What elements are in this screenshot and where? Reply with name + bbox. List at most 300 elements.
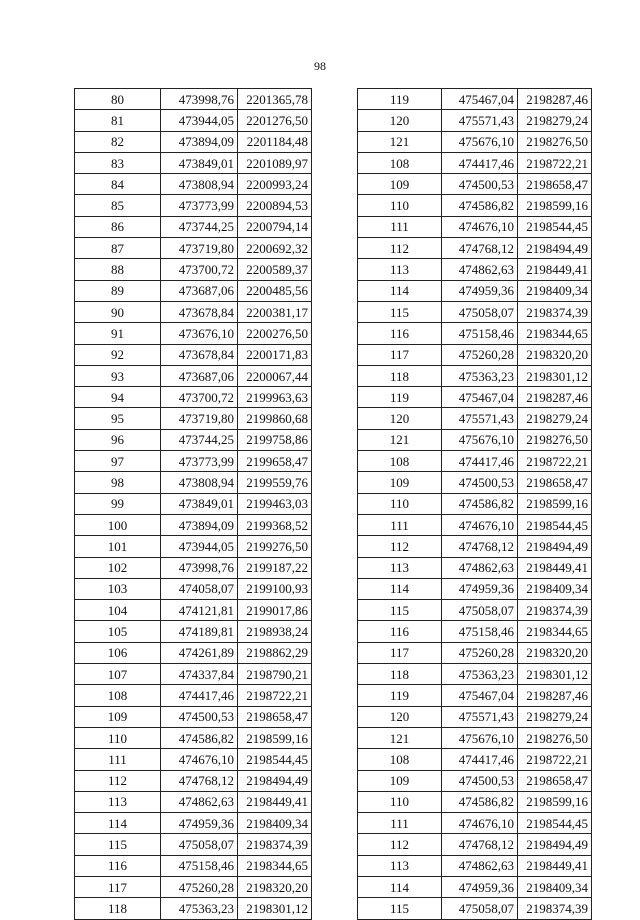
page-number: 98: [314, 59, 326, 73]
table-row: [75, 557, 312, 578]
point-number-cell: 85: [75, 195, 161, 216]
y-coordinate-cell: 2198658,47: [518, 770, 592, 791]
x-coordinate-cell: 474189,81: [161, 621, 238, 642]
x-coordinate-cell: 474337,84: [161, 664, 238, 685]
point-number-cell: 94: [75, 387, 161, 408]
y-coordinate-cell: 2198790,21: [238, 664, 312, 685]
y-coordinate-cell: 2198722,21: [238, 685, 312, 706]
table-row: [358, 259, 592, 280]
table-row: [75, 791, 312, 812]
x-coordinate-cell: 475058,07: [442, 898, 518, 919]
table-row: [75, 216, 312, 237]
point-number-cell: 104: [75, 600, 161, 621]
x-coordinate-cell: 475676,10: [442, 429, 518, 450]
y-coordinate-cell: 2198301,12: [518, 365, 592, 386]
x-coordinate-cell: 473894,09: [161, 131, 238, 152]
point-number-cell: 118: [358, 664, 442, 685]
x-coordinate-cell: 474676,10: [442, 216, 518, 237]
x-coordinate-cell: 473998,76: [161, 89, 238, 110]
y-coordinate-cell: 2198862,29: [238, 642, 312, 663]
table-row: [358, 323, 592, 344]
table-row: [75, 855, 312, 876]
y-coordinate-cell: 2198494,49: [518, 238, 592, 259]
table-row: [358, 429, 592, 450]
x-coordinate-cell: 475571,43: [442, 706, 518, 727]
point-number-cell: 111: [358, 216, 442, 237]
table-row: [75, 344, 312, 365]
x-coordinate-cell: 474676,10: [442, 514, 518, 535]
point-number-cell: 113: [358, 259, 442, 280]
table-row: [75, 429, 312, 450]
table-row: [75, 621, 312, 642]
y-coordinate-cell: 2200067,44: [238, 365, 312, 386]
x-coordinate-cell: 474500,53: [442, 770, 518, 791]
table-row: [358, 770, 592, 791]
point-number-cell: 113: [358, 557, 442, 578]
y-coordinate-cell: 2199463,03: [238, 493, 312, 514]
coordinates-table-right-body: [358, 89, 592, 920]
point-number-cell: 115: [358, 301, 442, 322]
x-coordinate-cell: 474500,53: [161, 706, 238, 727]
x-coordinate-cell: 474862,63: [442, 259, 518, 280]
x-coordinate-cell: 475467,04: [442, 387, 518, 408]
table-row: [358, 642, 592, 663]
x-coordinate-cell: 474768,12: [161, 770, 238, 791]
y-coordinate-cell: 2198279,24: [518, 408, 592, 429]
y-coordinate-cell: 2198938,24: [238, 621, 312, 642]
y-coordinate-cell: 2198658,47: [238, 706, 312, 727]
point-number-cell: 120: [358, 408, 442, 429]
table-row: [75, 514, 312, 535]
point-number-cell: 96: [75, 429, 161, 450]
table-row: [75, 408, 312, 429]
y-coordinate-cell: 2198287,46: [518, 685, 592, 706]
x-coordinate-cell: 473719,80: [161, 238, 238, 259]
table-row: [75, 642, 312, 663]
point-number-cell: 112: [358, 536, 442, 557]
x-coordinate-cell: 475467,04: [442, 685, 518, 706]
table-row: [75, 323, 312, 344]
table-row: [358, 131, 592, 152]
table-row: [358, 834, 592, 855]
y-coordinate-cell: 2198409,34: [238, 813, 312, 834]
point-number-cell: 81: [75, 110, 161, 131]
x-coordinate-cell: 473944,05: [161, 536, 238, 557]
x-coordinate-cell: 475158,46: [161, 855, 238, 876]
y-coordinate-cell: 2198287,46: [518, 387, 592, 408]
y-coordinate-cell: 2201184,48: [238, 131, 312, 152]
x-coordinate-cell: 474768,12: [442, 834, 518, 855]
point-number-cell: 116: [358, 621, 442, 642]
x-coordinate-cell: 475363,23: [442, 365, 518, 386]
y-coordinate-cell: 2198320,20: [238, 876, 312, 897]
point-number-cell: 116: [75, 855, 161, 876]
y-coordinate-cell: 2198544,45: [518, 216, 592, 237]
point-number-cell: 82: [75, 131, 161, 152]
point-number-cell: 115: [75, 834, 161, 855]
y-coordinate-cell: 2199276,50: [238, 536, 312, 557]
x-coordinate-cell: 473773,99: [161, 451, 238, 472]
point-number-cell: 121: [358, 727, 442, 748]
point-number-cell: 110: [358, 195, 442, 216]
point-number-cell: 120: [358, 706, 442, 727]
point-number-cell: 113: [75, 791, 161, 812]
x-coordinate-cell: 475158,46: [442, 621, 518, 642]
point-number-cell: 118: [358, 365, 442, 386]
x-coordinate-cell: 475571,43: [442, 110, 518, 131]
y-coordinate-cell: 2198374,39: [518, 600, 592, 621]
table-row: [75, 451, 312, 472]
x-coordinate-cell: 473687,06: [161, 280, 238, 301]
point-number-cell: 84: [75, 174, 161, 195]
x-coordinate-cell: 475571,43: [442, 408, 518, 429]
table-row: [75, 685, 312, 706]
table-row: [75, 706, 312, 727]
x-coordinate-cell: 473700,72: [161, 387, 238, 408]
y-coordinate-cell: 2199100,93: [238, 578, 312, 599]
y-coordinate-cell: 2200993,24: [238, 174, 312, 195]
point-number-cell: 112: [358, 834, 442, 855]
point-number-cell: 114: [358, 578, 442, 599]
y-coordinate-cell: 2198276,50: [518, 131, 592, 152]
y-coordinate-cell: 2198344,65: [518, 621, 592, 642]
table-row: [358, 301, 592, 322]
x-coordinate-cell: 475363,23: [442, 664, 518, 685]
table-row: [75, 578, 312, 599]
y-coordinate-cell: 2201089,97: [238, 152, 312, 173]
y-coordinate-cell: 2198344,65: [238, 855, 312, 876]
table-row: [75, 195, 312, 216]
x-coordinate-cell: 474261,89: [161, 642, 238, 663]
y-coordinate-cell: 2198599,16: [518, 791, 592, 812]
x-coordinate-cell: 473676,10: [161, 323, 238, 344]
point-number-cell: 115: [358, 600, 442, 621]
point-number-cell: 108: [358, 152, 442, 173]
coordinates-table-left-body: [75, 89, 312, 920]
y-coordinate-cell: 2200894,53: [238, 195, 312, 216]
y-coordinate-cell: 2198276,50: [518, 429, 592, 450]
x-coordinate-cell: 474959,36: [442, 280, 518, 301]
x-coordinate-cell: 474862,63: [161, 791, 238, 812]
y-coordinate-cell: 2198544,45: [238, 749, 312, 770]
y-coordinate-cell: 2200589,37: [238, 259, 312, 280]
y-coordinate-cell: 2198722,21: [518, 152, 592, 173]
point-number-cell: 106: [75, 642, 161, 663]
y-coordinate-cell: 2198374,39: [518, 301, 592, 322]
table-row: [358, 898, 592, 919]
table-row: [358, 344, 592, 365]
y-coordinate-cell: 2198599,16: [518, 493, 592, 514]
x-coordinate-cell: 473719,80: [161, 408, 238, 429]
table-row: [358, 174, 592, 195]
y-coordinate-cell: 2200381,17: [238, 301, 312, 322]
table-row: [358, 238, 592, 259]
point-number-cell: 114: [75, 813, 161, 834]
y-coordinate-cell: 2198722,21: [518, 451, 592, 472]
x-coordinate-cell: 474500,53: [442, 472, 518, 493]
table-row: [75, 536, 312, 557]
point-number-cell: 119: [358, 685, 442, 706]
x-coordinate-cell: 473687,06: [161, 365, 238, 386]
table-row: [358, 387, 592, 408]
point-number-cell: 110: [358, 493, 442, 514]
point-number-cell: 97: [75, 451, 161, 472]
table-row: [75, 472, 312, 493]
point-number-cell: 100: [75, 514, 161, 535]
x-coordinate-cell: 475363,23: [161, 898, 238, 919]
y-coordinate-cell: 2198449,41: [518, 855, 592, 876]
x-coordinate-cell: 473808,94: [161, 174, 238, 195]
table-row: [358, 152, 592, 173]
table-row: [75, 387, 312, 408]
point-number-cell: 86: [75, 216, 161, 237]
point-number-cell: 114: [358, 280, 442, 301]
y-coordinate-cell: 2198449,41: [518, 557, 592, 578]
table-row: [358, 578, 592, 599]
y-coordinate-cell: 2199368,52: [238, 514, 312, 535]
y-coordinate-cell: 2198449,41: [518, 259, 592, 280]
point-number-cell: 112: [358, 238, 442, 259]
y-coordinate-cell: 2199860,68: [238, 408, 312, 429]
point-number-cell: 95: [75, 408, 161, 429]
point-number-cell: 91: [75, 323, 161, 344]
y-coordinate-cell: 2198279,24: [518, 110, 592, 131]
y-coordinate-cell: 2201276,50: [238, 110, 312, 131]
point-number-cell: 90: [75, 301, 161, 322]
y-coordinate-cell: 2198494,49: [518, 834, 592, 855]
point-number-cell: 115: [358, 898, 442, 919]
table-row: [75, 749, 312, 770]
x-coordinate-cell: 473744,25: [161, 429, 238, 450]
table-row: [358, 664, 592, 685]
point-number-cell: 120: [358, 110, 442, 131]
x-coordinate-cell: 473998,76: [161, 557, 238, 578]
table-row: [358, 536, 592, 557]
table-row: [358, 706, 592, 727]
table-row: [75, 365, 312, 386]
x-coordinate-cell: 474862,63: [442, 557, 518, 578]
y-coordinate-cell: 2199017,86: [238, 600, 312, 621]
table-row: [75, 600, 312, 621]
x-coordinate-cell: 475260,28: [442, 642, 518, 663]
point-number-cell: 109: [358, 174, 442, 195]
x-coordinate-cell: 473700,72: [161, 259, 238, 280]
table-row: [358, 472, 592, 493]
point-number-cell: 109: [358, 472, 442, 493]
x-coordinate-cell: 474417,46: [442, 749, 518, 770]
table-row: [358, 621, 592, 642]
y-coordinate-cell: 2198494,49: [238, 770, 312, 791]
coordinates-table-left: [74, 88, 312, 920]
x-coordinate-cell: 475676,10: [442, 727, 518, 748]
table-row: [358, 876, 592, 897]
point-number-cell: 117: [358, 344, 442, 365]
x-coordinate-cell: 474121,81: [161, 600, 238, 621]
point-number-cell: 109: [358, 770, 442, 791]
table-row: [358, 813, 592, 834]
point-number-cell: 109: [75, 706, 161, 727]
y-coordinate-cell: 2198544,45: [518, 514, 592, 535]
y-coordinate-cell: 2198374,39: [518, 898, 592, 919]
x-coordinate-cell: 474058,07: [161, 578, 238, 599]
x-coordinate-cell: 473744,25: [161, 216, 238, 237]
point-number-cell: 121: [358, 429, 442, 450]
table-row: [358, 451, 592, 472]
table-row: [75, 493, 312, 514]
y-coordinate-cell: 2201365,78: [238, 89, 312, 110]
table-row: [75, 301, 312, 322]
point-number-cell: 92: [75, 344, 161, 365]
table-row: [75, 110, 312, 131]
y-coordinate-cell: 2198449,41: [238, 791, 312, 812]
y-coordinate-cell: 2198301,12: [238, 898, 312, 919]
point-number-cell: 98: [75, 472, 161, 493]
y-coordinate-cell: 2198320,20: [518, 642, 592, 663]
point-number-cell: 119: [358, 89, 442, 110]
y-coordinate-cell: 2198301,12: [518, 664, 592, 685]
point-number-cell: 108: [75, 685, 161, 706]
table-row: [358, 600, 592, 621]
y-coordinate-cell: 2198344,65: [518, 323, 592, 344]
point-number-cell: 117: [75, 876, 161, 897]
table-row: [75, 664, 312, 685]
table-row: [75, 259, 312, 280]
table-row: [75, 898, 312, 919]
x-coordinate-cell: 474676,10: [442, 813, 518, 834]
x-coordinate-cell: 474586,82: [442, 195, 518, 216]
point-number-cell: 108: [358, 749, 442, 770]
point-number-cell: 89: [75, 280, 161, 301]
x-coordinate-cell: 474862,63: [442, 855, 518, 876]
y-coordinate-cell: 2200794,14: [238, 216, 312, 237]
x-coordinate-cell: 473849,01: [161, 152, 238, 173]
x-coordinate-cell: 474586,82: [442, 791, 518, 812]
y-coordinate-cell: 2199758,86: [238, 429, 312, 450]
table-row: [358, 514, 592, 535]
table-row: [358, 493, 592, 514]
y-coordinate-cell: 2198409,34: [518, 578, 592, 599]
y-coordinate-cell: 2199658,47: [238, 451, 312, 472]
table-row: [358, 110, 592, 131]
y-coordinate-cell: 2199963,63: [238, 387, 312, 408]
point-number-cell: 110: [358, 791, 442, 812]
table-row: [75, 152, 312, 173]
x-coordinate-cell: 475260,28: [442, 344, 518, 365]
table-row: [358, 216, 592, 237]
point-number-cell: 116: [358, 323, 442, 344]
y-coordinate-cell: 2198658,47: [518, 472, 592, 493]
x-coordinate-cell: 474586,82: [442, 493, 518, 514]
point-number-cell: 113: [358, 855, 442, 876]
y-coordinate-cell: 2198409,34: [518, 280, 592, 301]
x-coordinate-cell: 474768,12: [442, 536, 518, 557]
x-coordinate-cell: 473773,99: [161, 195, 238, 216]
table-row: [75, 813, 312, 834]
table-row: [358, 557, 592, 578]
coordinates-table-right: [357, 88, 592, 920]
x-coordinate-cell: 474676,10: [161, 749, 238, 770]
x-coordinate-cell: 475260,28: [161, 876, 238, 897]
point-number-cell: 105: [75, 621, 161, 642]
x-coordinate-cell: 474959,36: [161, 813, 238, 834]
x-coordinate-cell: 474500,53: [442, 174, 518, 195]
table-row: [75, 131, 312, 152]
y-coordinate-cell: 2200276,50: [238, 323, 312, 344]
table-row: [358, 195, 592, 216]
y-coordinate-cell: 2198494,49: [518, 536, 592, 557]
point-number-cell: 87: [75, 238, 161, 259]
table-row: [358, 280, 592, 301]
y-coordinate-cell: 2198599,16: [238, 727, 312, 748]
x-coordinate-cell: 474417,46: [161, 685, 238, 706]
x-coordinate-cell: 473894,09: [161, 514, 238, 535]
x-coordinate-cell: 475058,07: [161, 834, 238, 855]
table-row: [358, 855, 592, 876]
table-row: [75, 770, 312, 791]
y-coordinate-cell: 2200692,32: [238, 238, 312, 259]
x-coordinate-cell: 473849,01: [161, 493, 238, 514]
x-coordinate-cell: 474959,36: [442, 876, 518, 897]
table-row: [358, 749, 592, 770]
table-row: [358, 791, 592, 812]
x-coordinate-cell: 475058,07: [442, 600, 518, 621]
point-number-cell: 111: [75, 749, 161, 770]
x-coordinate-cell: 473808,94: [161, 472, 238, 493]
table-row: [75, 876, 312, 897]
point-number-cell: 121: [358, 131, 442, 152]
point-number-cell: 80: [75, 89, 161, 110]
x-coordinate-cell: 473678,84: [161, 301, 238, 322]
table-row: [358, 685, 592, 706]
x-coordinate-cell: 474768,12: [442, 238, 518, 259]
x-coordinate-cell: 475058,07: [442, 301, 518, 322]
x-coordinate-cell: 474586,82: [161, 727, 238, 748]
y-coordinate-cell: 2200485,56: [238, 280, 312, 301]
y-coordinate-cell: 2198599,16: [518, 195, 592, 216]
point-number-cell: 117: [358, 642, 442, 663]
y-coordinate-cell: 2198544,45: [518, 813, 592, 834]
y-coordinate-cell: 2200171,83: [238, 344, 312, 365]
table-row: [358, 408, 592, 429]
x-coordinate-cell: 475676,10: [442, 131, 518, 152]
y-coordinate-cell: 2198279,24: [518, 706, 592, 727]
point-number-cell: 108: [358, 451, 442, 472]
y-coordinate-cell: 2198276,50: [518, 727, 592, 748]
point-number-cell: 110: [75, 727, 161, 748]
table-row: [75, 174, 312, 195]
x-coordinate-cell: 474959,36: [442, 578, 518, 599]
x-coordinate-cell: 473944,05: [161, 110, 238, 131]
table-row: [358, 89, 592, 110]
point-number-cell: 93: [75, 365, 161, 386]
y-coordinate-cell: 2198658,47: [518, 174, 592, 195]
y-coordinate-cell: 2198722,21: [518, 749, 592, 770]
table-row: [75, 834, 312, 855]
x-coordinate-cell: 475467,04: [442, 89, 518, 110]
point-number-cell: 107: [75, 664, 161, 685]
point-number-cell: 114: [358, 876, 442, 897]
point-number-cell: 118: [75, 898, 161, 919]
y-coordinate-cell: 2199187,22: [238, 557, 312, 578]
table-row: [75, 238, 312, 259]
point-number-cell: 83: [75, 152, 161, 173]
table-row: [75, 89, 312, 110]
y-coordinate-cell: 2198320,20: [518, 344, 592, 365]
y-coordinate-cell: 2198409,34: [518, 876, 592, 897]
point-number-cell: 103: [75, 578, 161, 599]
y-coordinate-cell: 2198374,39: [238, 834, 312, 855]
table-row: [75, 727, 312, 748]
